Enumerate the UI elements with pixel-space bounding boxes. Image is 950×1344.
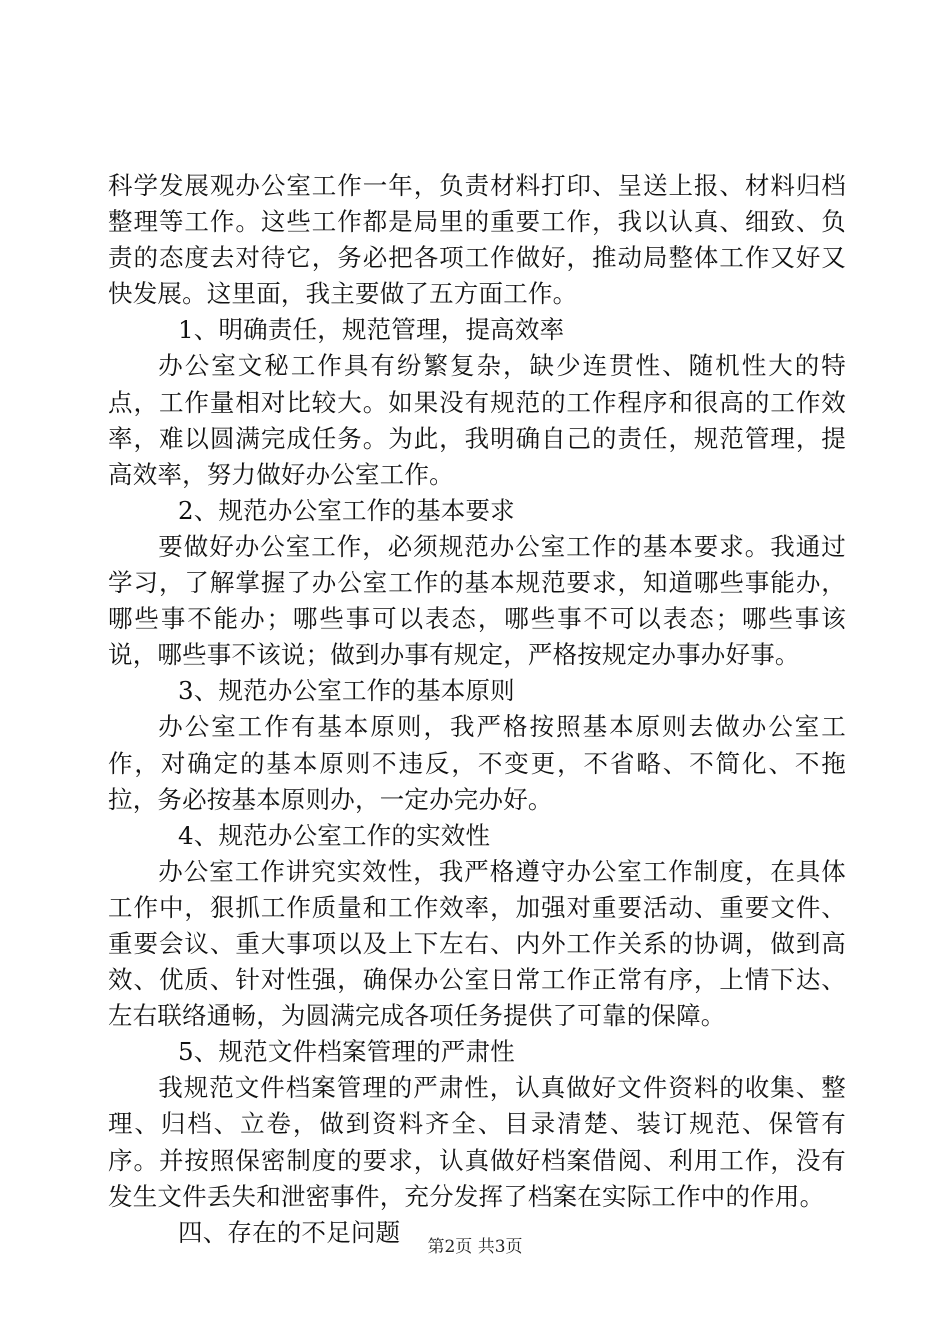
- section-paragraph-4: 办公室工作讲究实效性，我严格遵守办公室工作制度，在具体工作中，狠抓工作质量和工作效率，加强对重要活动、重要文件、重要会议、重大事项以及上下左右、内外工作关系的协调，做到高效、优质、针对性强，确保办公室日常工作正常有序，上情下达、左右联络通畅，为圆满完成各项任务提供了可靠的保障。: [108, 856, 846, 1031]
- section-paragraph-3: 办公室工作有基本原则，我严格按照基本原则去做办公室工作，对确定的基本原则不违反，不变更，不省略、不简化、不拖拉，务必按基本原则办，一定办完办好。: [108, 712, 846, 814]
- section-heading-5: 5、规范文件档案管理的严肃性: [178, 1037, 515, 1067]
- section-paragraph-1: 办公室文秘工作具有纷繁复杂，缺少连贯性、随机性大的特点，工作量相对比较大。如果没有规范的工作程序和很高的工作效率，难以圆满完成任务。为此，我明确自己的责任，规范管理，提高效率，努力做好办公室工作。: [108, 351, 846, 489]
- page-footer: [0, 1236, 950, 1258]
- section-heading-4: 4、规范办公室工作的实效性: [178, 820, 491, 850]
- section-paragraph-5: 我规范文件档案管理的严肃性，认真做好文件资料的收集、整理、归档、立卷，做到资料齐全、目录清楚、装订规范、保管有序。并按照保密制度的要求，认真做好档案借阅、利用工作，没有发生文件丢失和泄密事件，充分发挥了档案在实际工作中的作用。: [108, 1073, 846, 1211]
- section-heading-2: 2、规范办公室工作的基本要求: [178, 495, 515, 525]
- section-heading-problems: 四、存在的不足问题: [178, 1217, 401, 1247]
- document-body: [108, 168, 846, 1251]
- intro-paragraph: 科学发展观办公室工作一年，负责材料打印、呈送上报、材料归档整理等工作。这些工作都是局里的重要工作，我以认真、细致、负责的态度去对待它，务必把各项工作做好，推动局整体工作又好又快发展。这里面，我主要做了五方面工作。: [108, 171, 846, 309]
- section-heading-3: 3、规范办公室工作的基本原则: [178, 676, 515, 706]
- section-heading-1: 1、明确责任，规范管理，提高效率: [178, 315, 565, 345]
- page-number-label: 第2页 共3页: [427, 1237, 523, 1257]
- section-paragraph-2: 要做好办公室工作，必须规范办公室工作的基本要求。我通过学习，了解掌握了办公室工作的基本规范要求，知道哪些事能办，哪些事不能办；哪些事可以表态，哪些事不可以表态；哪些事该说，哪些事不该说；做到办事有规定，严格按规定办事办好事。: [108, 531, 846, 670]
